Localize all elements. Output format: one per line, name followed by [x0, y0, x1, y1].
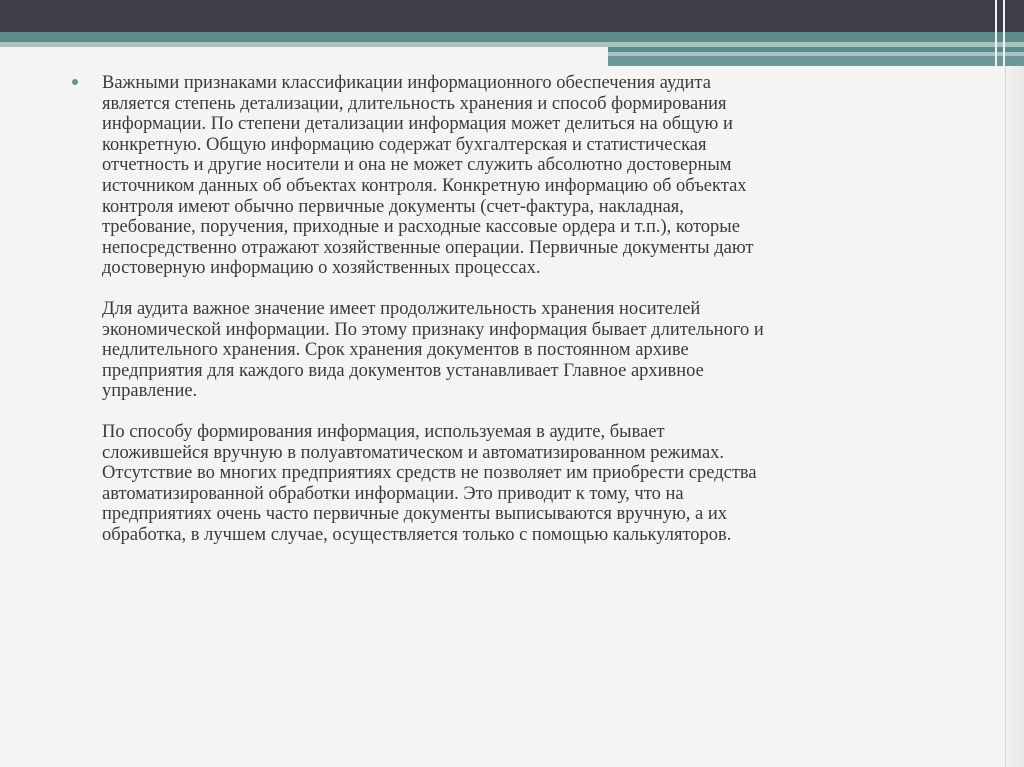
- bullet-icon: [72, 79, 78, 85]
- header-divider-line: [1003, 0, 1005, 66]
- header-teal-band: [0, 32, 1024, 42]
- slide-content: [72, 73, 972, 565]
- header-dark-band: [0, 0, 1024, 32]
- right-edge-line: [1005, 66, 1006, 767]
- header-step-lower-band: [608, 56, 1024, 66]
- paragraph-classification: Важными признаками классификации информационного обеспечения аудита является степень детализации, длительность хранения и способ формирования информации. По степени детализации информация может делиться на общую и конкретную. Общую информацию содержат бухгалтерская и статистическая отчетность и другие носители и она не может служить абсолютно достоверным источником данных об объектах контроля. Конкретную информацию об объектах контроля имеют обычно первичные документы (счет-фактура, накладная, требование, поручения, приходные и расходные кассовые ордера и т.п.), которые непосредственно отражают хозяйственные операции. Первичные документы дают достоверную информацию о хозяйственных процессах.: [102, 73, 754, 279]
- paragraph-storage-duration: Для аудита важное значение имеет продолжительность хранения носителей экономической информации. По этому признаку информация бывает длительного и недлительного хранения. Срок хранения документов в постоянном архиве предприятия для каждого вида документов устанавливает Главное архивное управление.: [102, 298, 764, 402]
- paragraph-formation-method: По способу формирования информация, используемая в аудите, бывает сложившейся вручную в полуавтоматическом и автоматизированном режимах. Отсутствие во многих предприятиях средств не позволяет им приобрести средства автоматизированной обработки информации. Это приводит к тому, что на предприятиях очень часто первичные документы выписываются вручную, а их обработка, в лучшем случае, осуществляется только с помощью калькуляторов.: [102, 421, 757, 545]
- header-divider-line: [995, 0, 997, 66]
